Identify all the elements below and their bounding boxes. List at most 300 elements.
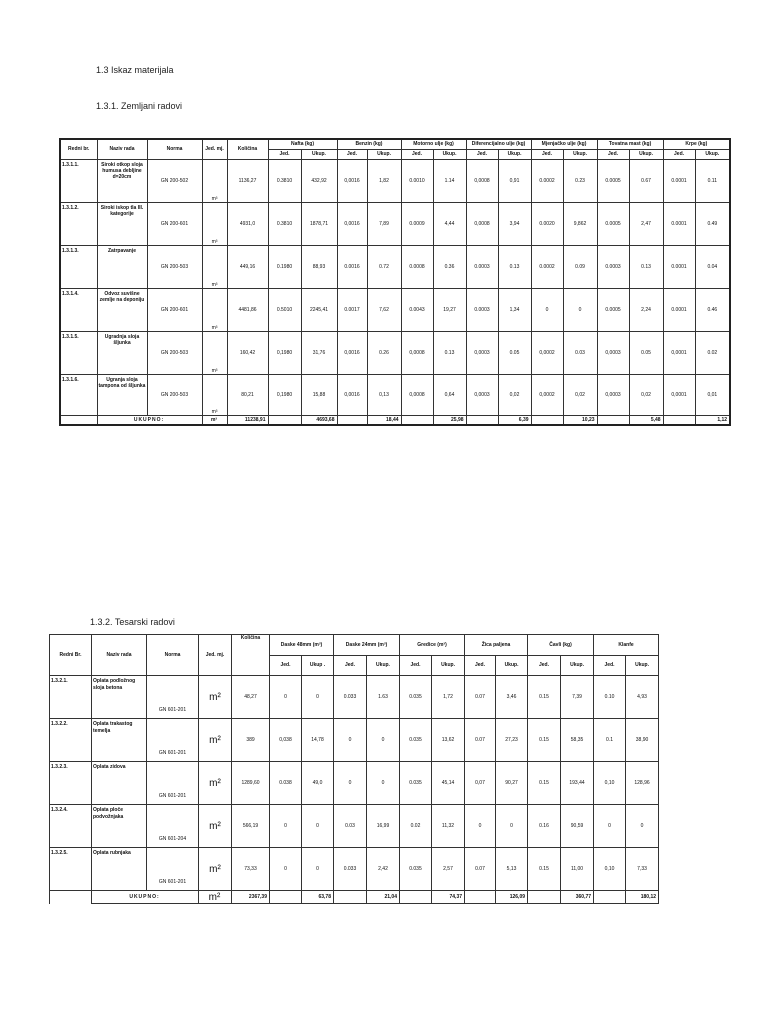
header-group-daske48: Daske 48mm (m³) xyxy=(270,635,334,656)
cell-jed: 0.0002 xyxy=(531,160,563,203)
cell-ukup: 0.26 xyxy=(367,332,401,375)
total-jed xyxy=(531,416,563,426)
header-group: Krpe (kg) xyxy=(663,139,730,150)
row-norma: GN 601-201 xyxy=(147,848,199,891)
subheader-jed: Jed. xyxy=(663,150,695,160)
cell-jed: 0.0043 xyxy=(401,289,433,332)
cell-jed: 0 xyxy=(270,676,302,719)
cell-jed: 0.0002 xyxy=(531,246,563,289)
cell-ukup: 88,93 xyxy=(301,246,337,289)
subheader-ukup: Ukup. xyxy=(629,150,663,160)
subheader-ukup: Ukup. xyxy=(626,655,659,676)
cell-jed: 0.0001 xyxy=(663,246,695,289)
subheader-ukup: Ukup. xyxy=(496,655,528,676)
row-naziv: Oplata trakastog temelja xyxy=(92,719,147,762)
cell-jed: 0,0008 xyxy=(401,375,433,416)
subsection-title-tesarski: 1.3.2. Tesarski radovi xyxy=(90,617,175,627)
cell-ukup: 1.63 xyxy=(367,676,400,719)
cell-jed: 0.07 xyxy=(465,848,496,891)
header-norma: Norma xyxy=(147,635,199,676)
row-number: 1.3.2.3. xyxy=(50,762,92,805)
subheader-ukup: Ukup . xyxy=(302,655,334,676)
total-ukup: 5,48 xyxy=(629,416,663,426)
cell-jed: 0.10 xyxy=(594,676,626,719)
cell-ukup: 0.46 xyxy=(695,289,730,332)
header-group: Nafta (kg) xyxy=(268,139,337,150)
cell-ukup: 9,862 xyxy=(563,203,597,246)
cell-ukup: 0.03 xyxy=(563,332,597,375)
subheader-ukup: Ukup. xyxy=(432,655,465,676)
subheader-jed: Jed. xyxy=(466,150,498,160)
cell-jed: 0.0009 xyxy=(401,203,433,246)
cell-ukup: 4,44 xyxy=(433,203,466,246)
cell-jed: 0.0001 xyxy=(663,289,695,332)
table-row xyxy=(50,805,659,848)
cell-ukup: 5,13 xyxy=(496,848,528,891)
row-number: 1.3.1.1. xyxy=(60,160,97,203)
cell-jed: 0.0010 xyxy=(401,160,433,203)
cell-jed: 0,0002 xyxy=(531,332,563,375)
cell-ukup: 432,92 xyxy=(301,160,337,203)
row-number: 1.3.2.2. xyxy=(50,719,92,762)
cell-jed: 0,0016 xyxy=(337,203,367,246)
cell-jed: 0.0003 xyxy=(466,246,498,289)
cell-jed: 0.5010 xyxy=(268,289,301,332)
total-jed xyxy=(334,891,367,904)
cell-jed: 0.0005 xyxy=(597,160,629,203)
total-ukup: 18,44 xyxy=(367,416,401,426)
row-norma: GN 200-601 xyxy=(147,289,202,332)
total-ukup: 10,23 xyxy=(563,416,597,426)
cell-jed: 0.0001 xyxy=(663,203,695,246)
cell-jed: 0.15 xyxy=(528,676,561,719)
cell-jed: 0.1 xyxy=(594,719,626,762)
header-jm: Jed. mj. xyxy=(202,139,227,160)
cell-ukup: 0.05 xyxy=(498,332,531,375)
row-norma: GN 200-601 xyxy=(147,203,202,246)
cell-jed: 0 xyxy=(334,719,367,762)
cell-ukup: 58,35 xyxy=(561,719,594,762)
cell-ukup: 0 xyxy=(367,719,400,762)
header-group-klanfe: Klanfe xyxy=(594,635,659,656)
row-norma: GN 200-502 xyxy=(147,160,202,203)
cell-jed: 0,0003 xyxy=(466,332,498,375)
cell-ukup: 0 xyxy=(367,762,400,805)
cell-ukup: 90,59 xyxy=(561,805,594,848)
cell-jed: 0 xyxy=(270,805,302,848)
total-jed xyxy=(465,891,496,904)
cell-ukup: 0.13 xyxy=(433,332,466,375)
table-row xyxy=(50,719,659,762)
cell-ukup: 11,32 xyxy=(432,805,465,848)
total-jed xyxy=(466,416,498,426)
cell-ukup: 31,76 xyxy=(301,332,337,375)
cell-ukup: 3,46 xyxy=(496,676,528,719)
cell-ukup: 0,91 xyxy=(498,160,531,203)
total-ukup: 180,12 xyxy=(626,891,659,904)
cell-jed: 0,0003 xyxy=(466,375,498,416)
cell-jed: 0,0002 xyxy=(531,375,563,416)
cell-ukup: 0.11 xyxy=(695,160,730,203)
cell-jed: 0.0005 xyxy=(597,289,629,332)
cell-ukup: 0.13 xyxy=(498,246,531,289)
cell-jed: 0.15 xyxy=(528,848,561,891)
cell-jed: 0,1980 xyxy=(268,332,301,375)
cell-jed: 0 xyxy=(531,289,563,332)
cell-jed: 0.0020 xyxy=(531,203,563,246)
cell-ukup: 11,00 xyxy=(561,848,594,891)
cell-jed: 0.15 xyxy=(528,762,561,805)
total-jed xyxy=(337,416,367,426)
cell-ukup: 0,02 xyxy=(563,375,597,416)
row-norma: GN 200-503 xyxy=(147,246,202,289)
row-number: 1.3.2.1. xyxy=(50,676,92,719)
cell-ukup: 2,42 xyxy=(367,848,400,891)
cell-ukup: 4,93 xyxy=(626,676,659,719)
cell-ukup: 38,90 xyxy=(626,719,659,762)
row-jm: m³ xyxy=(202,246,227,289)
header-group-cavli: Čavli (kg) xyxy=(528,635,594,656)
cell-ukup: 193,44 xyxy=(561,762,594,805)
header-group: Mjenjačko ulje (kg) xyxy=(531,139,597,150)
subheader-jed: Jed. xyxy=(401,150,433,160)
table-row xyxy=(60,246,730,289)
cell-jed: 0.07 xyxy=(465,676,496,719)
row-jm: m³ xyxy=(202,289,227,332)
cell-ukup: 0 xyxy=(302,848,334,891)
row-kolicina: 4481,86 xyxy=(227,289,268,332)
row-jm: m² xyxy=(199,848,232,891)
cell-jed: 0 xyxy=(594,805,626,848)
cell-jed: 0,0016 xyxy=(337,160,367,203)
cell-ukup: 45,14 xyxy=(432,762,465,805)
total-jed xyxy=(270,891,302,904)
cell-ukup: 0.36 xyxy=(433,246,466,289)
row-naziv: Oplata zidova xyxy=(92,762,147,805)
cell-ukup: 1.14 xyxy=(433,160,466,203)
row-naziv: Oplata podložnog sloja betona xyxy=(92,676,147,719)
table-row xyxy=(50,762,659,805)
cell-jed: 0 xyxy=(270,848,302,891)
row-kolicina: 4931,0 xyxy=(227,203,268,246)
row-kolicina: 389 xyxy=(232,719,270,762)
cell-ukup: 128,96 xyxy=(626,762,659,805)
cell-ukup: 7,33 xyxy=(626,848,659,891)
row-kolicina: 449,16 xyxy=(227,246,268,289)
total-jed xyxy=(594,891,626,904)
materials-table-tesarski xyxy=(49,634,659,904)
row-number: 1.3.1.5. xyxy=(60,332,97,375)
header-kolicina: Količina xyxy=(227,139,268,160)
cell-ukup: 0,64 xyxy=(433,375,466,416)
subheader-jed: Jed. xyxy=(337,150,367,160)
row-norma: GN 200-503 xyxy=(147,332,202,375)
total-jed xyxy=(401,416,433,426)
subheader-ukup: Ukup. xyxy=(563,150,597,160)
table-row xyxy=(60,160,730,203)
cell-ukup: 0,02 xyxy=(498,375,531,416)
total-label: UKUPNO: xyxy=(92,891,199,904)
cell-ukup: 0.23 xyxy=(563,160,597,203)
cell-jed: 0,0003 xyxy=(597,375,629,416)
cell-ukup: 13,62 xyxy=(432,719,465,762)
header-redni: Redni br. xyxy=(60,139,97,160)
cell-jed: 0.033 xyxy=(334,848,367,891)
total-jm: m³ xyxy=(202,416,227,426)
total-spacer xyxy=(60,416,97,426)
cell-ukup: 15,88 xyxy=(301,375,337,416)
cell-ukup: 7,62 xyxy=(367,289,401,332)
row-number: 1.3.1.4. xyxy=(60,289,97,332)
header-redni: Redni Br. xyxy=(50,635,92,676)
header-group-gredice: Gredice (m³) xyxy=(400,635,465,656)
table-row xyxy=(60,332,730,375)
header-naziv: Naziv rada xyxy=(97,139,147,160)
materials-table-zemljani xyxy=(59,138,731,426)
header-kolicina: Količina xyxy=(232,635,270,676)
table-row xyxy=(50,848,659,891)
row-jm: m³ xyxy=(202,332,227,375)
cell-jed: 0.035 xyxy=(400,848,432,891)
total-jed xyxy=(268,416,301,426)
cell-jed: 0,10 xyxy=(594,762,626,805)
cell-ukup: 2,57 xyxy=(432,848,465,891)
cell-ukup: 49,0 xyxy=(302,762,334,805)
row-jm: m² xyxy=(199,676,232,719)
cell-jed: 0.03 xyxy=(334,805,367,848)
row-naziv: Siroki iskop tla III. kategorije xyxy=(97,203,147,246)
total-jed xyxy=(400,891,432,904)
cell-jed: 0.038 xyxy=(270,762,302,805)
cell-jed: 0.0017 xyxy=(337,289,367,332)
row-naziv: Oplata rubnjaka xyxy=(92,848,147,891)
total-ukup: 1,12 xyxy=(695,416,730,426)
row-jm: m³ xyxy=(202,203,227,246)
row-jm: m³ xyxy=(202,375,227,416)
row-kolicina: 566,19 xyxy=(232,805,270,848)
subheader-ukup: Ukup. xyxy=(561,655,594,676)
total-ukup: 6,39 xyxy=(498,416,531,426)
row-number: 1.3.2.4. xyxy=(50,805,92,848)
subheader-ukup: Ukup. xyxy=(367,655,400,676)
total-jed xyxy=(597,416,629,426)
header-group: Tovatna mast (kg) xyxy=(597,139,663,150)
cell-ukup: 0 xyxy=(302,805,334,848)
cell-jed: 0.0001 xyxy=(663,160,695,203)
total-row xyxy=(50,891,659,904)
cell-ukup: 2,47 xyxy=(629,203,663,246)
subheader-ukup: Ukup. xyxy=(498,150,531,160)
cell-jed: 0,0008 xyxy=(401,332,433,375)
subheader-jed: Jed. xyxy=(270,655,302,676)
cell-ukup: 1,34 xyxy=(498,289,531,332)
subheader-ukup: Ukup. xyxy=(433,150,466,160)
total-kolicina: 2367,39 xyxy=(232,891,270,904)
row-number: 1.3.1.6. xyxy=(60,375,97,416)
cell-ukup: 0,01 xyxy=(695,375,730,416)
cell-ukup: 0 xyxy=(496,805,528,848)
row-norma: GN 200-503 xyxy=(147,375,202,416)
row-kolicina: 160,42 xyxy=(227,332,268,375)
header-norma: Norma xyxy=(147,139,202,160)
cell-jed: 0,0001 xyxy=(663,375,695,416)
header-group-zica: Žica paljena xyxy=(465,635,528,656)
total-label: UKUPNO: xyxy=(97,416,202,426)
subsection-title-zemljani: 1.3.1. Zemljani radovi xyxy=(96,101,183,111)
subheader-jed: Jed. xyxy=(465,655,496,676)
cell-jed: 0.0003 xyxy=(466,289,498,332)
header-group: Diferencijalno ulje (kg) xyxy=(466,139,531,150)
cell-jed: 0,0008 xyxy=(466,160,498,203)
row-kolicina: 48,27 xyxy=(232,676,270,719)
cell-ukup: 0.49 xyxy=(695,203,730,246)
total-ukup: 126,09 xyxy=(496,891,528,904)
cell-ukup: 0,02 xyxy=(629,375,663,416)
cell-ukup: 0.02 xyxy=(695,332,730,375)
total-jm: m² xyxy=(199,891,232,904)
cell-jed: 0,0003 xyxy=(597,332,629,375)
cell-jed: 0.0016 xyxy=(337,246,367,289)
cell-ukup: 90,27 xyxy=(496,762,528,805)
subheader-jed: Jed. xyxy=(528,655,561,676)
subheader-jed: Jed. xyxy=(268,150,301,160)
row-jm: m² xyxy=(199,762,232,805)
total-ukup: 63,78 xyxy=(302,891,334,904)
row-norma: GN 601-201 xyxy=(147,762,199,805)
cell-ukup: 14,78 xyxy=(302,719,334,762)
header-naziv: Naziv rada xyxy=(92,635,147,676)
row-kolicina: 1289,60 xyxy=(232,762,270,805)
row-jm: m² xyxy=(199,805,232,848)
cell-jed: 0.16 xyxy=(528,805,561,848)
subheader-ukup: Ukup. xyxy=(695,150,730,160)
total-row xyxy=(60,416,730,426)
total-ukup: 4693,68 xyxy=(301,416,337,426)
row-number: 1.3.1.3. xyxy=(60,246,97,289)
row-naziv: Oplata ploče podvožnjaka xyxy=(92,805,147,848)
row-kolicina: 1136,27 xyxy=(227,160,268,203)
cell-ukup: 2245,41 xyxy=(301,289,337,332)
subheader-ukup: Ukup. xyxy=(301,150,337,160)
header-group: Benzin (kg) xyxy=(337,139,401,150)
cell-ukup: 19,27 xyxy=(433,289,466,332)
row-norma: GN 601-201 xyxy=(147,719,199,762)
table-row xyxy=(60,289,730,332)
cell-jed: 0.3810 xyxy=(268,160,301,203)
cell-jed: 0,10 xyxy=(594,848,626,891)
total-ukup: 74,37 xyxy=(432,891,465,904)
cell-jed: 0.035 xyxy=(400,719,432,762)
cell-ukup: 1,82 xyxy=(367,160,401,203)
cell-jed: 0.0005 xyxy=(597,203,629,246)
cell-jed: 0,0001 xyxy=(663,332,695,375)
row-norma: GN 601-204 xyxy=(147,805,199,848)
subheader-jed: Jed. xyxy=(597,150,629,160)
table-row xyxy=(50,676,659,719)
cell-ukup: 1,72 xyxy=(432,676,465,719)
cell-jed: 0.035 xyxy=(400,762,432,805)
cell-ukup: 0 xyxy=(302,676,334,719)
cell-ukup: 27,23 xyxy=(496,719,528,762)
cell-jed: 0 xyxy=(465,805,496,848)
total-ukup: 360,77 xyxy=(561,891,594,904)
cell-ukup: 7,89 xyxy=(367,203,401,246)
total-jed xyxy=(663,416,695,426)
total-jed xyxy=(528,891,561,904)
row-naziv: Ugradnja sloja šljunka xyxy=(97,332,147,375)
table-row xyxy=(60,375,730,416)
cell-jed: 0.1980 xyxy=(268,246,301,289)
cell-jed: 0.15 xyxy=(528,719,561,762)
cell-ukup: 0.05 xyxy=(629,332,663,375)
total-kolicina: 11238,91 xyxy=(227,416,268,426)
row-number: 1.3.2.5. xyxy=(50,848,92,891)
row-norma: GN 601-201 xyxy=(147,676,199,719)
row-kolicina: 80,21 xyxy=(227,375,268,416)
subheader-jed: Jed. xyxy=(334,655,367,676)
cell-ukup: 1878,71 xyxy=(301,203,337,246)
total-spacer xyxy=(50,891,92,904)
row-jm: m² xyxy=(199,719,232,762)
cell-ukup: 0.13 xyxy=(629,246,663,289)
cell-jed: 0.035 xyxy=(400,676,432,719)
cell-jed: 0,0008 xyxy=(466,203,498,246)
cell-ukup: 0,13 xyxy=(367,375,401,416)
cell-ukup: 0 xyxy=(626,805,659,848)
cell-jed: 0.02 xyxy=(400,805,432,848)
cell-jed: 0 xyxy=(334,762,367,805)
subheader-jed: Jed. xyxy=(400,655,432,676)
row-naziv: Odvoz suvišne zemlje na deponiju xyxy=(97,289,147,332)
subheader-ukup: Ukup. xyxy=(367,150,401,160)
cell-ukup: 2,24 xyxy=(629,289,663,332)
cell-ukup: 0.09 xyxy=(563,246,597,289)
header-group-daske24: Daske 24mm (m³) xyxy=(334,635,400,656)
cell-ukup: 0.67 xyxy=(629,160,663,203)
section-title: 1.3 Iskaz materijala xyxy=(96,65,174,75)
cell-jed: 0,0016 xyxy=(337,375,367,416)
total-ukup: 21,04 xyxy=(367,891,400,904)
header-group: Motorno ulje (kg) xyxy=(401,139,466,150)
cell-jed: 0.3810 xyxy=(268,203,301,246)
cell-ukup: 16,99 xyxy=(367,805,400,848)
cell-ukup: 3,94 xyxy=(498,203,531,246)
cell-ukup: 7,39 xyxy=(561,676,594,719)
total-ukup: 25,98 xyxy=(433,416,466,426)
row-naziv: Ugranja sloja tampona od šljunka xyxy=(97,375,147,416)
table-row xyxy=(60,203,730,246)
row-kolicina: 73,33 xyxy=(232,848,270,891)
cell-jed: 0,1980 xyxy=(268,375,301,416)
cell-jed: 0.0008 xyxy=(401,246,433,289)
row-naziv: Siroki otkop sloja humusa debljine d=20cm xyxy=(97,160,147,203)
header-jm: Jed. mj. xyxy=(199,635,232,676)
cell-jed: 0.0003 xyxy=(597,246,629,289)
row-naziv: Zatrpavanje xyxy=(97,246,147,289)
row-number: 1.3.1.2. xyxy=(60,203,97,246)
cell-ukup: 0.04 xyxy=(695,246,730,289)
cell-ukup: 0 xyxy=(563,289,597,332)
subheader-jed: Jed. xyxy=(594,655,626,676)
cell-jed: 0,0016 xyxy=(337,332,367,375)
cell-jed: 0,038 xyxy=(270,719,302,762)
cell-jed: 0,07 xyxy=(465,762,496,805)
subheader-jed: Jed. xyxy=(531,150,563,160)
cell-ukup: 0.72 xyxy=(367,246,401,289)
cell-jed: 0.033 xyxy=(334,676,367,719)
row-jm: m³ xyxy=(202,160,227,203)
cell-jed: 0.07 xyxy=(465,719,496,762)
